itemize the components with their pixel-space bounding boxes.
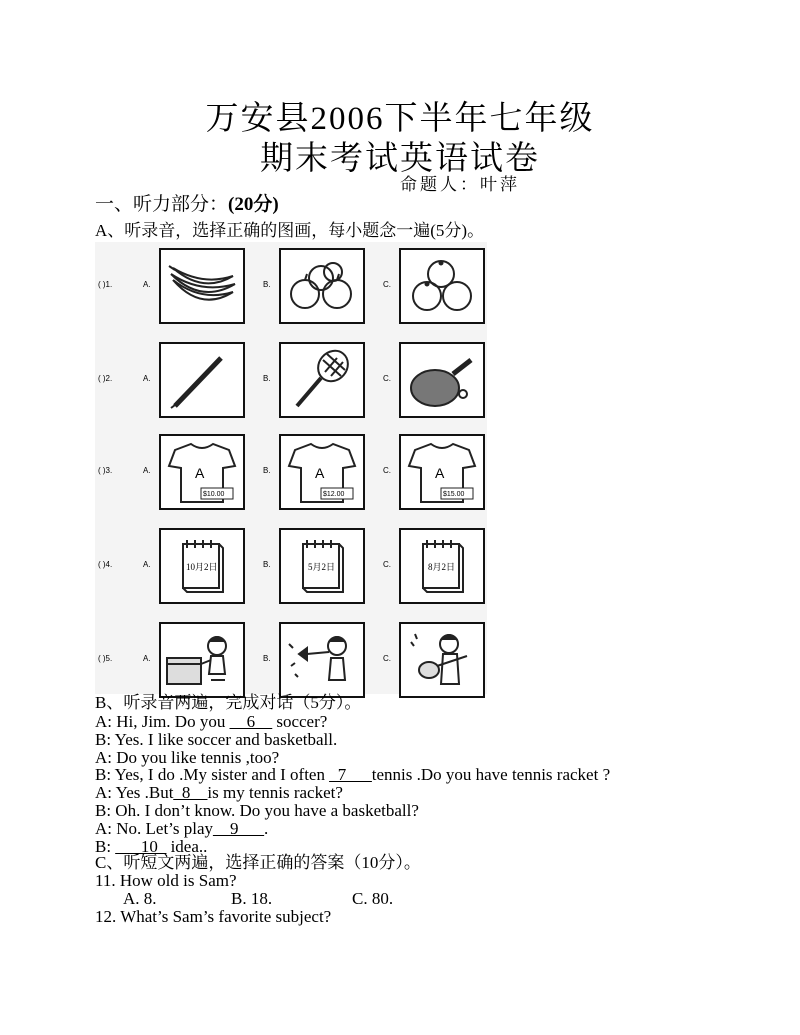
question-11-option-a: A. 8. [123, 889, 157, 908]
section-title: 一、听力部分： [95, 194, 229, 215]
dialogue-blank: _7___ [329, 765, 372, 784]
oranges-icon [399, 248, 485, 324]
shirt-letter: A [195, 465, 205, 481]
ping-pong-paddle-icon [399, 342, 485, 418]
option-label-c: C. [383, 654, 391, 663]
tshirt-icon [399, 434, 485, 510]
baseball-bat-icon [159, 342, 245, 418]
question-11: 11. How old is Sam? [95, 871, 237, 890]
option-label-a: A. [143, 466, 151, 475]
option-label-b: B. [263, 280, 271, 289]
dialogue-blank: _8__ [173, 783, 208, 802]
option-label-a: A. [143, 560, 151, 569]
calendar-date: 5月2日 [308, 562, 336, 572]
question-number: ( )1. [98, 280, 113, 289]
calendar-icon [159, 528, 245, 604]
option-label-b: B. [263, 466, 271, 475]
dialogue-blank: __6__ [229, 712, 273, 731]
boy-trumpet-icon [279, 622, 365, 698]
part-b-instruction: B、听录音两遍，完成对话（5分）。 [95, 693, 362, 712]
dialogue-line-7: A: No. Let’s play__9___. [95, 819, 269, 838]
shirt-letter: A [315, 465, 325, 481]
tshirt-icon [159, 434, 245, 510]
option-label-a: A. [143, 654, 151, 663]
option-label-c: C. [383, 374, 391, 383]
price-tag: $12.00 [323, 491, 345, 498]
exam-title-line2: 期末考试英语试卷 [260, 141, 540, 177]
calendar-date: 8月2日 [428, 562, 456, 572]
question-11-option-c: C. 80. [352, 889, 394, 908]
option-label-a: A. [143, 374, 151, 383]
dialogue-line-6: B: Oh. I don’t know. Do you have a basketball? [95, 801, 419, 820]
question-number: ( )4. [98, 560, 113, 569]
dialogue-line-8: B: ___10_ idea.. [95, 837, 208, 856]
option-label-b: B. [263, 374, 271, 383]
dialogue-line-3: A: Do you like tennis ,too? [95, 748, 280, 767]
question-row-5 [95, 618, 487, 704]
dialogue-blank: __9___ [213, 819, 265, 838]
tennis-racket-icon [279, 342, 365, 418]
question-number: ( )3. [98, 466, 113, 475]
tshirt-icon [279, 434, 365, 510]
question-11-option-b: B. 18. [231, 889, 273, 908]
apples-icon [279, 248, 365, 324]
question-row-4 [95, 524, 487, 610]
option-label-c: C. [383, 280, 391, 289]
option-label-b: B. [263, 654, 271, 663]
dialogue-blank: ___10_ [115, 837, 167, 856]
option-label-a: A. [143, 280, 151, 289]
boy-guitar-icon [399, 622, 485, 698]
picture-choice-grid [95, 242, 487, 694]
question-row-3 [95, 430, 487, 516]
question-number: ( )5. [98, 654, 113, 663]
option-label-c: C. [383, 560, 391, 569]
boy-piano-icon [159, 622, 245, 698]
calendar-icon [279, 528, 365, 604]
exam-author: 命题人：叶萍 [400, 175, 520, 194]
question-row-1 [95, 244, 487, 330]
option-label-b: B. [263, 560, 271, 569]
shirt-letter: A [435, 465, 445, 481]
dialogue-line-4: B: Yes, I do .My sister and I often _7___tennis .Do you have tennis racket ? [95, 765, 611, 784]
bananas-icon [159, 248, 245, 324]
question-row-2 [95, 338, 487, 424]
question-12: 12. What’s Sam’s favorite subject? [95, 907, 332, 926]
question-number: ( )2. [98, 374, 113, 383]
price-tag: $10.00 [203, 491, 225, 498]
section-points: (20分) [228, 194, 279, 215]
part-a-instruction: A、听录音，选择正确的图画，每小题念一遍(5分)。 [95, 221, 485, 240]
calendar-icon [399, 528, 485, 604]
exam-title-line1: 万安县2006下半年七年级 [205, 101, 595, 137]
price-tag: $15.00 [443, 491, 465, 498]
option-label-c: C. [383, 466, 391, 475]
part-c-instruction: C、听短文两遍，选择正确的答案（10分）。 [95, 853, 421, 872]
dialogue-line-2: B: Yes. I like soccer and basketball. [95, 730, 338, 749]
section-listening-heading [95, 196, 279, 214]
dialogue-line-5: A: Yes .But_8__is my tennis racket? [95, 783, 343, 802]
calendar-date: 10月2日 [186, 562, 218, 572]
dialogue-line-1: A: Hi, Jim. Do you __6__ soccer? [95, 712, 328, 731]
